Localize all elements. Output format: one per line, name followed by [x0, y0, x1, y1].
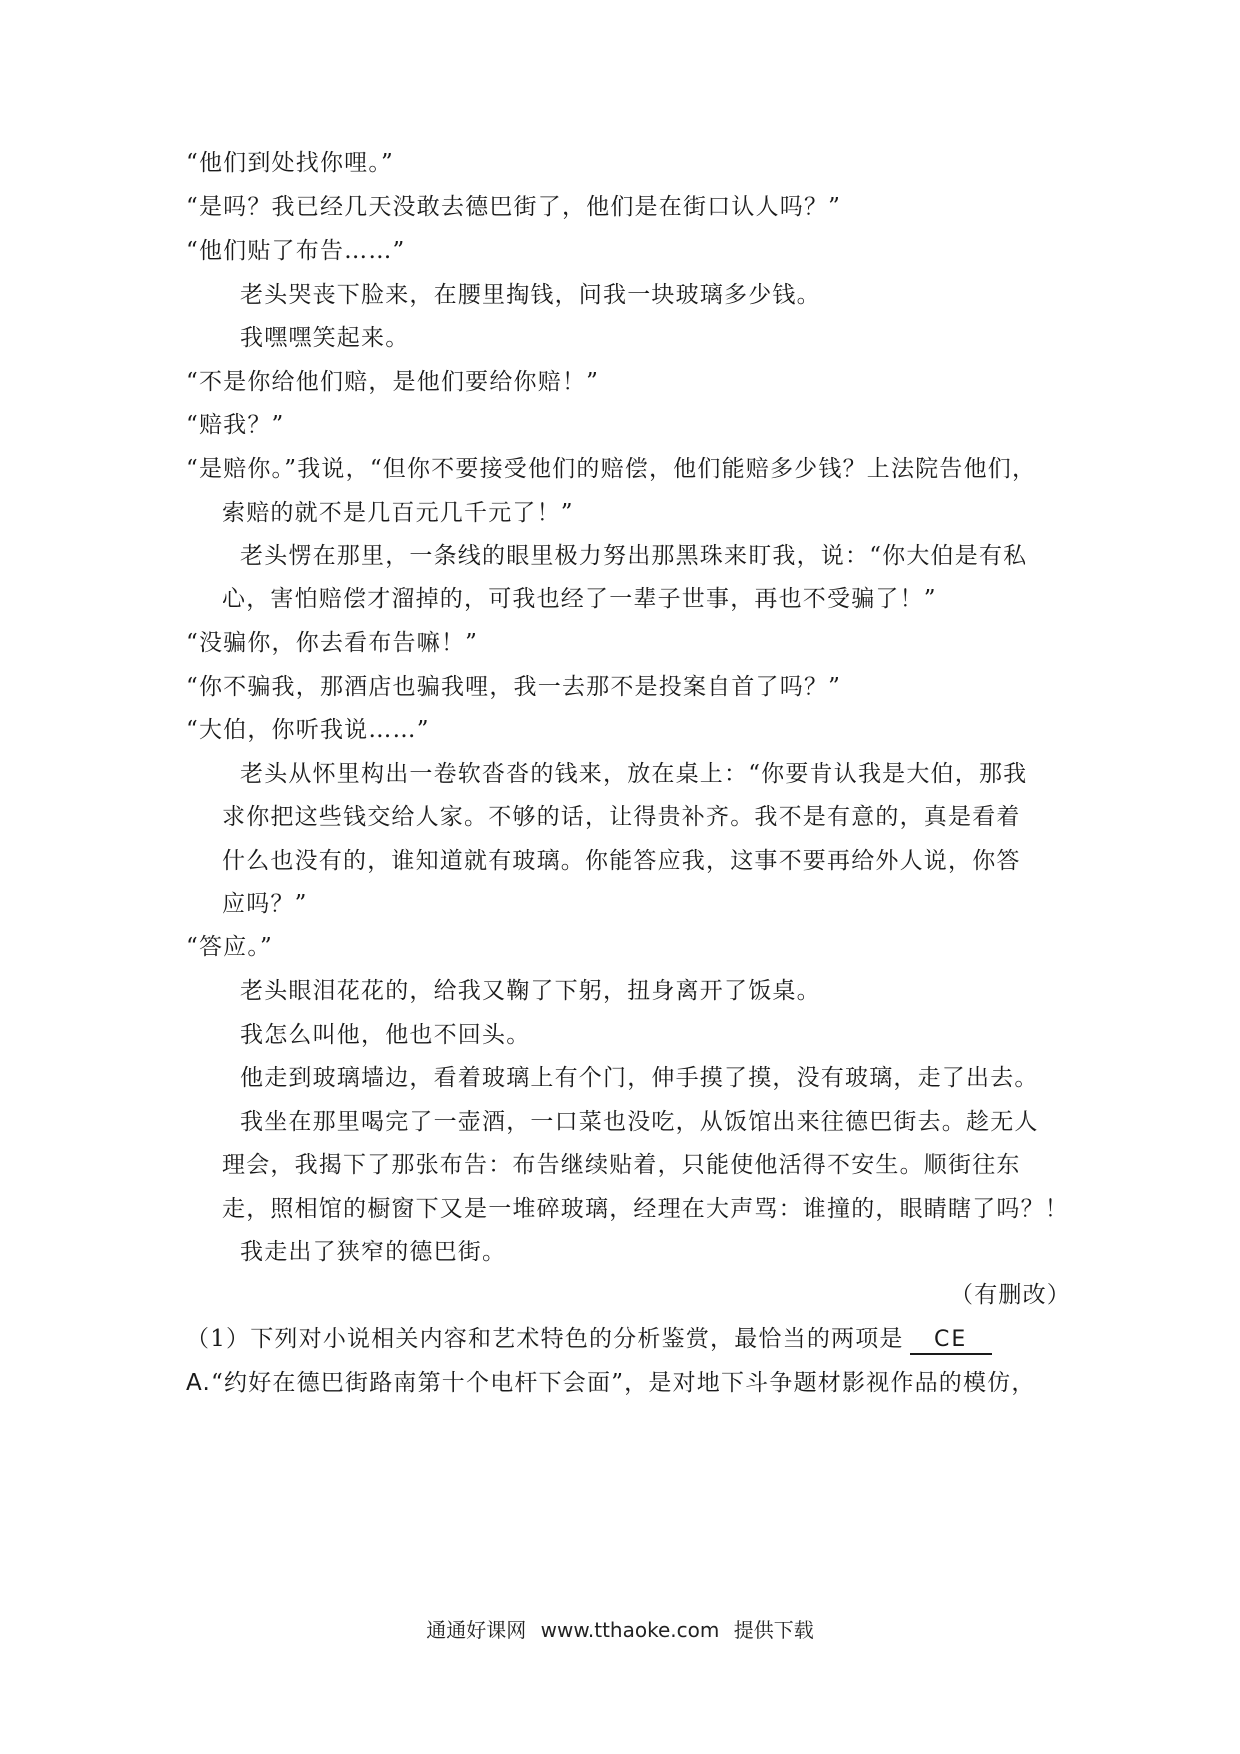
- paragraph-line-continued: 什么也没有的，谁知道就有玻璃。你能答应我，这事不要再给外人说，你答: [222, 848, 1021, 874]
- question-prompt: （1）下列对小说相关内容和艺术特色的分析鉴赏，最恰当的两项是: [186, 1326, 904, 1352]
- dialogue-line: “你不骗我，那酒店也骗我哩，我一去那不是投案自首了吗？”: [186, 674, 842, 700]
- question-1: [186, 1324, 992, 1355]
- footer-url: www.tthaoke.com: [540, 1618, 720, 1642]
- paragraph-line: 他走到玻璃墙边，看着玻璃上有个门，伸手摸了摸，没有玻璃，走了出去。: [240, 1065, 1039, 1091]
- dialogue-line: “大伯，你听我说……”: [186, 717, 430, 743]
- dialogue-line: “赔我？”: [186, 412, 285, 438]
- option-label: A.: [186, 1370, 212, 1396]
- dialogue-line: “答应。”: [186, 934, 274, 960]
- dialogue-line-continued: 索赔的就不是几百元几千元了！”: [222, 500, 574, 526]
- dialogue-line: “没骗你，你去看布告嘛！”: [186, 630, 479, 656]
- paragraph-line: 我怎么叫他，他也不回头。: [240, 1022, 531, 1048]
- dialogue-line: “是赔你。”我说，“但你不要接受他们的赔偿，他们能赔多少钱？上法院告他们，: [186, 456, 1037, 482]
- paragraph-line-continued: 应吗？”: [222, 891, 308, 917]
- paragraph-line: 我走出了狭窄的德巴街。: [240, 1239, 507, 1265]
- dialogue-line: “他们贴了布告……”: [186, 238, 406, 264]
- footer-site-name: 通通好课网: [426, 1618, 527, 1642]
- paragraph-line-continued: 走，照相馆的橱窗下又是一堆碎玻璃，经理在大声骂：谁撞的，眼睛瞎了吗？！: [222, 1196, 1069, 1222]
- paragraph-line-continued: 心，害怕赔偿才溜掉的，可我也经了一辈子世事，再也不受骗了！”: [222, 586, 937, 612]
- dialogue-line: “不是你给他们赔，是他们要给你赔！”: [186, 369, 600, 395]
- answer-blank: CE: [910, 1327, 992, 1355]
- footer-suffix: 提供下载: [733, 1618, 814, 1642]
- paragraph-line-continued: 理会，我揭下了那张布告：布告继续贴着，只能使他活得不安生。顺街往东: [222, 1152, 1021, 1178]
- source-note: （有删改）: [950, 1282, 1071, 1308]
- paragraph-line: 老头哭丧下脸来，在腰里掏钱，问我一块玻璃多少钱。: [240, 282, 821, 308]
- paragraph-line: 老头眼泪花花的，给我又鞠了下躬，扭身离开了饭桌。: [240, 978, 821, 1004]
- paragraph-line: 老头愣在那里，一条线的眼里极力努出那黑珠来盯我，说：“你大伯是有私: [240, 543, 1028, 569]
- paragraph-line: 我嘿嘿笑起来。: [240, 325, 410, 351]
- paragraph-line: 老头从怀里构出一卷软沓沓的钱来，放在桌上：“你要肯认我是大伯，那我: [240, 761, 1028, 787]
- dialogue-line: “他们到处找你哩。”: [186, 150, 395, 176]
- dialogue-line: “是吗？我已经几天没敢去德巴街了，他们是在街口认人吗？”: [186, 194, 842, 220]
- option-a: [186, 1368, 1036, 1398]
- page-footer: [0, 1617, 1240, 1643]
- option-text: “约好在德巴街路南第十个电杆下会面”，是对地下斗争题材影视作品的模仿，: [211, 1370, 1036, 1396]
- paragraph-line: 我坐在那里喝完了一壶酒，一口菜也没吃，从饭馆出来往德巴街去。趁无人: [240, 1109, 1039, 1135]
- paragraph-line-continued: 求你把这些钱交给人家。不够的话，让得贵补齐。我不是有意的，真是看着: [222, 804, 1021, 830]
